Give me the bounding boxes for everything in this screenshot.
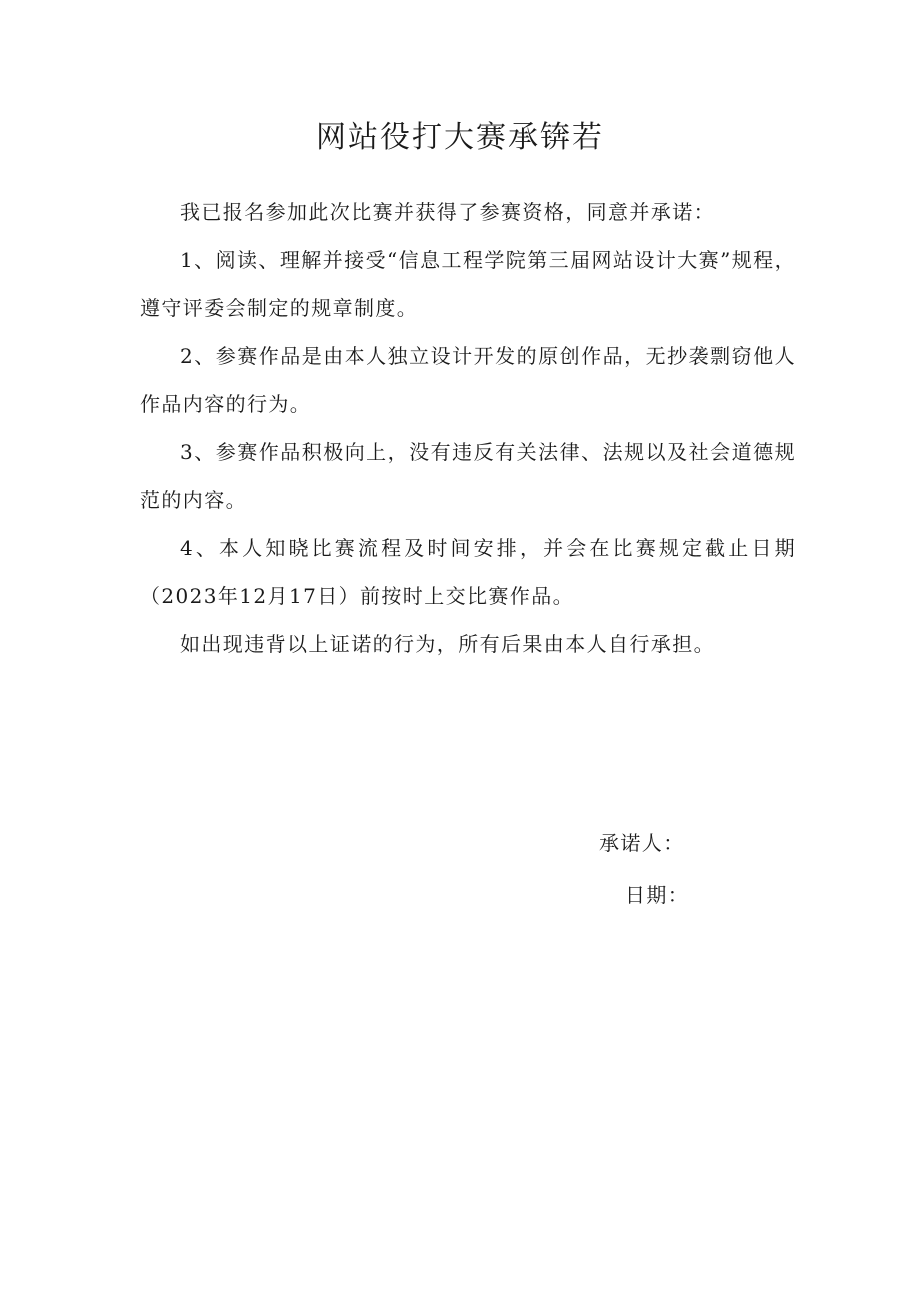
document-title: 网站役打大赛承锛若 — [316, 120, 604, 155]
pledge-item-4: 4、本人知晓比赛流程及时间安排，并会在比赛规定截止日期（2023年12月17日）前按时上交比赛作品。 — [140, 536, 796, 608]
intro-paragraph: 我已报名参加此次比赛并获得了参赛资格，同意并承诺： — [180, 200, 715, 224]
pledge-item-1: 1、阅读、理解并接受“信息工程学院第三届网站设计大赛”规程，遵守评委会制定的规章制度。 — [140, 248, 796, 320]
date-label: 日期： — [625, 883, 690, 907]
pledge-item-3: 3、参赛作品积极向上，没有违反有关法律、法规以及社会道德规范的内容。 — [140, 440, 796, 512]
closing-paragraph: 如出现违背以上证诺的行为，所有后果由本人自行承担。 — [180, 632, 715, 656]
pledge-item-2: 2、参赛作品是由本人独立设计开发的原创作品，无抄袭剽窃他人作品内容的行为。 — [140, 344, 796, 416]
promiser-label: 承诺人： — [599, 831, 685, 855]
document-body — [140, 188, 796, 668]
